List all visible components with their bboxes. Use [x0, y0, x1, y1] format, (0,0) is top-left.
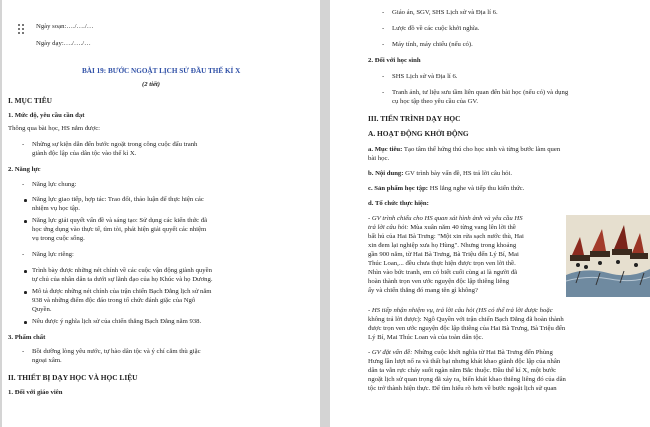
- bach-dang-battle-illustration[interactable]: [566, 215, 650, 297]
- paragraph: [368, 169, 512, 178]
- paragraph: Thúc Loan,... đều chưa thực hiện được trọn ven lời thề.: [368, 260, 516, 267]
- paragraph: [368, 223, 516, 232]
- illustration-graphic: [566, 215, 650, 297]
- bullet-icon: [24, 291, 27, 294]
- list-marker: -: [382, 41, 385, 48]
- paragraph: Hưng lần lượt nổ ra và thất bại nhưng khát khao giành độc lập của nhân: [368, 358, 561, 365]
- list-marker: -: [382, 9, 385, 16]
- text: Mùa xuân năm 40 từng vang lên lời thề: [408, 224, 516, 231]
- list-item: Trình bày được những nét chính về các cuộc vận động giành quyền: [32, 267, 212, 274]
- list-item: Năng lực riêng:: [32, 251, 74, 258]
- text: Những cuộc khởi nghĩa từ Hai Bà Trưng đến Phùng: [412, 349, 553, 356]
- bullet-icon: [24, 321, 27, 324]
- list-item: Máy tính, máy chiếu (nếu có).: [392, 41, 473, 48]
- text: GV trình bày vấn đề, HS trả lời câu hỏi.: [403, 170, 513, 177]
- list-item-cont: cụ học tập theo yêu cầu của GV.: [392, 98, 479, 105]
- paragraph-italic: - HS tiếp nhận nhiệm vụ, trả lời câu hỏi (HS có thể trả lời được hoặc: [368, 307, 553, 314]
- subsection-heading: 1. Mức độ, yêu cầu cần đạt: [8, 112, 85, 119]
- paragraph: bất hủ của Hai Bà Trưng: "Một xin rửa sạch nước thù, Hai: [368, 233, 524, 240]
- bullet-icon: [24, 199, 27, 202]
- bullet-icon: [24, 270, 27, 273]
- paragraph: không trả lời được): Ngô Quyền với trận chiến Bạch Đằng đã hoàn thành: [368, 316, 564, 323]
- subsection-heading: 1. Đối với giáo viên: [8, 389, 63, 396]
- subsection-heading: 3. Phẩm chất: [8, 334, 46, 341]
- paragraph: Nhìn vào bức tranh, em có biết cuối cùng ai là người đã: [368, 269, 518, 276]
- label: c. Sản phẩm học tập:: [368, 185, 429, 192]
- list-item-cont: nhiệm vụ học tập.: [32, 205, 80, 212]
- paragraph: ngoặt lịch sử quan trọng đã xảy ra, biến khát khao thiêng liêng đó của dân: [368, 376, 566, 383]
- list-item-cont: học ứng dụng vào thực tế, tìm tòi, phát hiện giải quyết các nhiệm: [32, 226, 207, 233]
- list-item-cont: giành độc lập của dân tộc vào thế kỉ X.: [32, 150, 137, 157]
- list-item-cont: vụ trong cuộc sống.: [32, 235, 85, 242]
- subsection-heading: 2. Năng lực: [8, 166, 41, 173]
- list-item-cont: Quyền.: [32, 306, 52, 313]
- paragraph: Lý Bí, Mai Thúc Loan và của toàn dân tộc.: [368, 334, 484, 341]
- list-item: Tranh ảnh, tư liệu sưu tầm liên quan đến bài học (nếu có) và dụng: [392, 89, 569, 96]
- list-item: SHS Lịch sử và Địa lí 6.: [392, 73, 458, 80]
- text: HS lắng nghe và tiếp thu kiến thức.: [428, 185, 525, 192]
- list-item-cont: 938 và những điểm độc đáo trong tổ chức đánh giặc của Ngô: [32, 297, 196, 304]
- paragraph: dân ta vẫn rực cháy suốt ngàn năm Bắc thuộc. Đầu thế kỉ X, một bước: [368, 367, 557, 374]
- paragraph: tộc trở thành hiện thực. Để tìm hiểu rõ hơn về bước ngoặt lịch sử quan: [368, 385, 557, 392]
- paragraph: hoàn thành trọn ven ước nguyện độc lập thiêng liêng: [368, 278, 510, 285]
- list-marker: -: [22, 141, 25, 148]
- list-marker: -: [382, 25, 385, 32]
- list-marker: -: [22, 348, 25, 355]
- label: b. Nội dung:: [368, 170, 404, 177]
- list-item: Bồi dưỡng lòng yêu nước, tự hào dân tộc và ý chí căm thù giặc: [32, 348, 201, 355]
- label: a. Mục tiêu:: [368, 146, 403, 153]
- subsection-heading: d. Tổ chức thực hiện:: [368, 200, 429, 207]
- list-item: Lược đồ về các cuộc khởi nghĩa.: [392, 25, 480, 32]
- list-item: Năng lực chung:: [32, 181, 77, 188]
- lesson-title: BÀI 19: BƯỚC NGOẶT LỊCH SỬ ĐẦU THẾ KỈ X: [82, 67, 241, 75]
- list-item: Mô tả được những nét chính của trận chiến Bạch Đằng lịch sử năm: [32, 288, 212, 295]
- section-heading: II. THIẾT BỊ DẠY HỌC VÀ HỌC LIỆU: [8, 373, 138, 382]
- paragraph: Thông qua bài học, HS nắm được:: [8, 125, 101, 132]
- document-page-2[interactable]: [330, 0, 650, 427]
- paragraph: ấy và chiến thắng đó mang tên gì không?: [368, 287, 478, 294]
- section-heading: I. MỤC TIÊU: [8, 96, 53, 105]
- paragraph-cont: bài học.: [368, 155, 390, 162]
- text: Tạo tâm thế hứng thú cho học sinh và từng bước làm quen: [402, 146, 561, 153]
- paragraph: [368, 145, 560, 154]
- list-marker: -: [382, 73, 385, 80]
- move-handle-icon[interactable]: [18, 24, 28, 34]
- list-marker: -: [22, 181, 25, 188]
- list-item: Nêu được ý nghĩa lịch sử của chiến thắng Bạch Đằng năm 938.: [32, 318, 202, 325]
- list-item: Những sự kiện dẫn đến bước ngoặt trong công cuộc đấu tranh: [32, 141, 198, 148]
- list-item: Giáo án, SGV, SHS Lịch sử và Địa lí 6.: [392, 9, 498, 16]
- list-marker: -: [22, 251, 25, 258]
- bullet-icon: [24, 220, 27, 223]
- list-item: Năng lực giải quyết vấn đề và sáng tạo: Sử dụng các kiến thức đã: [32, 217, 208, 224]
- date-plan: Ngày soạn:…./…./…: [36, 23, 94, 30]
- paragraph: gần 900 năm, từ Hai Bà Trưng, Bà Triệu đến Lý Bí, Mai: [368, 251, 519, 258]
- paragraph: được trọn ven ước nguyện độc lập thiêng của Hai Bà Trưng, Bà Triệu đến: [368, 325, 566, 332]
- section-heading: A. HOẠT ĐỘNG KHỞI ĐỘNG: [368, 129, 469, 138]
- section-heading: III. TIẾN TRÌNH DẠY HỌC: [368, 114, 461, 123]
- paragraph: [368, 348, 553, 357]
- document-page-1[interactable]: [2, 0, 320, 427]
- lesson-periods: (2 tiết): [142, 81, 161, 88]
- paragraph: [368, 184, 524, 193]
- list-item-cont: ngoại xâm.: [32, 357, 62, 364]
- date-teach: Ngày dạy:…./…./…: [36, 40, 91, 47]
- paragraph-italic: - GV trình chiếu cho HS quan sát hình ảnh và yêu cầu HS: [368, 215, 523, 222]
- list-item: Năng lực giao tiếp, hợp tác: Trao đổi, thảo luận để thực hiện các: [32, 196, 204, 203]
- text-italic: - GV đặt vấn đề:: [368, 349, 413, 356]
- text-italic: trả lời câu hỏi:: [368, 224, 409, 231]
- list-item-cont: tự chủ của nhân dân ta dưới sự lãnh đạo của họ Khúc và họ Dương.: [32, 276, 213, 283]
- subsection-heading: 2. Đối với học sinh: [368, 57, 421, 64]
- paragraph: xin đem lại nghiệp xưa họ Hùng". Nhưng trong khoảng: [368, 242, 517, 249]
- list-marker: -: [382, 89, 385, 96]
